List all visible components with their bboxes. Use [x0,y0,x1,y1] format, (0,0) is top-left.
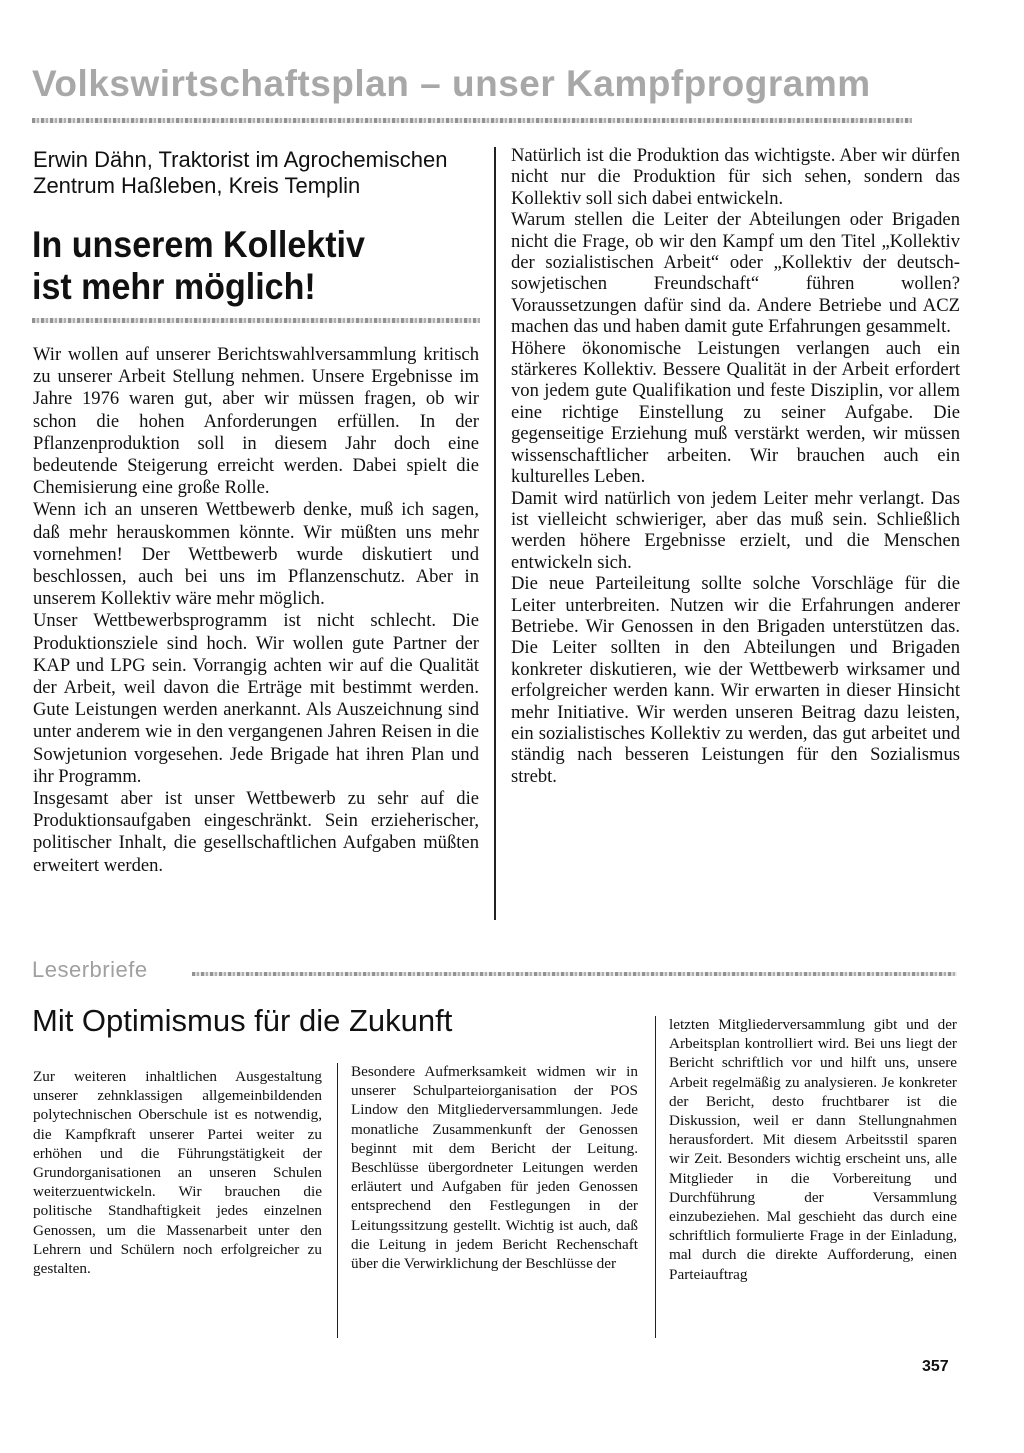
article1-paragraph: Die neue Parteileitung sollte solche Vorschläge für die Leiter unterbreiten. Nutzen wir die Erfahrungen anderer Betriebe. Wir Genossen in den Brigaden unterstützen das. Die Leiter sollten in den Abteilungen und Brigaden konkreter diskutieren, wie der Wettbewerb wirksamer und erfolgreicher werden kann. Wir erwarten in dieser Hinsicht mehr Initiative. Wir werden unseren Beitrag dazu leisten, ein sozialistisches Kollektiv zu werden, das gut arbeitet und ständig nach besseren Leistungen für den Sozialismus strebt. [511,573,960,787]
article2-column-3: letzten Mitgliederversammlung gibt und der Arbeitsplan kontrolliert wird. Bei uns liegt der Bericht schriftlich vor und hilft uns, unsere Arbeit regelmäßig zu analysieren. Je konkreter der Bericht, desto fruchtbarer ist die Diskussion, weil er dann Stellungnahmen herausfordert. Mit diesem Arbeitsstil sparen wir Zeit. Besonders wichtig erscheint uns, alle Mitglieder in die Vorbereitung und Durchführung der Versammlung einzubeziehen. Mal geschieht das durch eine schriftlich formulierte Frage in der Einladung, mal durch die direkte Aufforderung, einen Parteiauftrag [669,1016,957,1283]
column-divider [655,1016,656,1338]
kicker-rule [192,972,957,976]
page-number: 357 [922,1358,949,1375]
article2-column-1: Zur weiteren inhaltlichen Ausgestaltung unserer zehnklassigen allgemeinbildenden polytechnischen Oberschule ist es notwendig, die Kampfkraft unserer Partei weiter zu erhöhen und die Führungstätigkeit der Grundorganisationen an unseren Schulen weiterzuentwickeln. Wir brauchen die politische Standhaftigkeit jedes einzelnen Genossen, um die Massenarbeit unter den Lehrern und Schülern noch erfolgreicher zu gestalten. [33,1068,322,1278]
section-title-rule [32,118,912,123]
article2-headline: Mit Optimismus für die Zukunft [32,1003,453,1038]
column-divider [337,1063,338,1338]
article1-paragraph: Natürlich ist die Produktion das wichtigste. Aber wir dürfen nicht nur die Produktion für sich sehen, sondern das Kollektiv soll sich dabei entwickeln. [511,145,960,209]
article1-paragraph: Höhere ökonomische Leistungen verlangen auch ein stärkeres Kollektiv. Bessere Qualität in der Arbeit erfordert von jedem gute Qualifikation und feste Disziplin, vor allem eine richtige Einstellung zu seiner Aufgabe. Die gegenseitige Erziehung muß verstärkt werden, wir müssen wissenschaftlicher arbeiten. Wir brauchen auch ein kulturelles Leben. [511,337,960,488]
headline-line-2: ist mehr möglich! [32,266,316,307]
article1-paragraph: Insgesamt aber ist unser Wettbewerb zu sehr auf die Produktionsaufgaben eingeschränkt. Sein erzieherischer, politischer Inhalt, die gesellschaftlichen Aufgaben müßten erweitert werden. [33,788,479,876]
section-title: Volkswirtschaftsplan – unser Kampfprogramm [32,63,871,104]
article1-column-2 [511,145,960,787]
article1-paragraph: Unser Wettbewerbsprogramm ist nicht schlecht. Die Produktionsziele sind hoch. Wir wollen gute Partner der KAP und LPG sein. Vorrangig achten wir auf die Qualität der Arbeit, weil davon die Erträge mit bestimmt werden. Gute Leistungen werden anerkannt. Als Auszeichnung sind unter anderem wie in den vergangenen Jahren Reisen in die Sowjetunion vorgesehen. Jede Brigade hat ihren Plan und ihr Programm. [33,610,479,787]
article1-column-1 [33,344,479,877]
article-author: Erwin Dähn, Traktorist im Agrochemischen Zentrum Haßleben, Kreis Templin [33,147,448,198]
headline-line-1: In unserem Kollektiv [32,224,365,265]
article1-paragraph: Warum stellen die Leiter der Abteilungen oder Brigaden nicht die Frage, ob wir den Kampf um den Titel „Kollektiv der sozialistischen Arbeit“ oder „Kollektiv der deutsch-sowjetischen Freundschaft“ führen wollen? Voraussetzungen dafür sind da. Andere Betriebe und ACZ machen das und haben damit gute Erfahrungen gesammelt. [511,209,960,338]
article-headline [32,224,437,308]
section-kicker: Leserbriefe [32,957,148,982]
article1-paragraph: Damit wird natürlich von jedem Leiter mehr verlangt. Das ist vielleicht schwieriger, aber das muß sein. Schließlich werden höhere Ergebnisse erzielt, und die Menschen entwickeln sich. [511,487,960,573]
headline-rule [32,318,480,323]
article2-column-2: Besondere Aufmerksamkeit widmen wir in unserer Schulparteiorganisation der POS Lindow den Mitgliederversammlungen. Jede monatliche Zusammenkunft der Genossen beginnt mit dem Bericht der Leitung. Beschlüsse übergordneter Leitungen werden erläutert und Aufgaben für jeden Genossen entsprechend den Festlegungen in der Leitungssitzung gestellt. Wichtig ist auch, daß die Leitung in jedem Bericht Rechenschaft über die Verwirklichung der Beschlüsse der [351,1063,638,1273]
article1-paragraph: Wenn ich an unseren Wettbewerb denke, muß ich sagen, daß mehr herauskommen könnte. Wir müßten uns mehr vornehmen! Der Wettbewerb wurde diskutiert und beschlossen, auch bei uns im Pflanzenschutz. Aber in unserem Kollektiv wäre mehr möglich. [33,499,479,610]
column-divider [494,147,496,920]
article1-paragraph: Wir wollen auf unserer Berichtswahlversammlung kritisch zu unserer Arbeit Stellung nehmen. Unsere Ergebnisse im Jahre 1976 waren gut, aber wir müssen fragen, ob wir schon die hohen Anforderungen erfüllen. In der Pflanzenproduktion soll in diesem Jahr doch eine bedeutende Steigerung erreicht werden. Dabei spielt die Chemisierung eine große Rolle. [33,344,479,499]
